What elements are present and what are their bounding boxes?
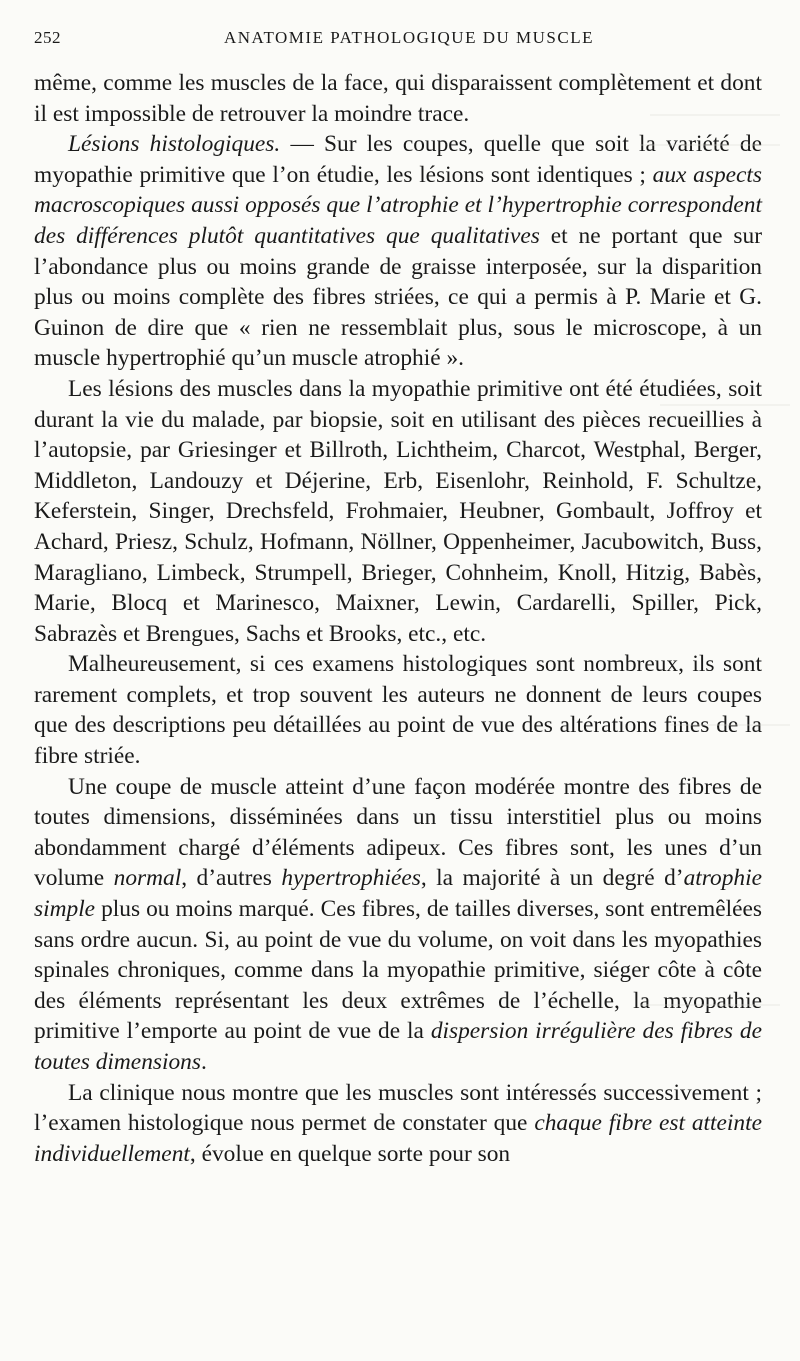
emphasis-text: aux aspects macroscopiques aussi opposés que l’atrophie et l’hypertrophie correspondent des différences plutôt quantitatives que qualitatives: [34, 161, 762, 249]
running-head-title: ANATOMIE PATHOLOGIQUE DU MUSCLE: [224, 28, 594, 47]
paragraph-text: plus ou moins marqué. Ces fibres, de tailles diverses, sont entremêlées sans ordre aucun. Si, au point de vue du volume, on voit dans les myopathies spinales chroniques, comme dans la myopathie primitive, siéger côte à côte des éléments représentant les deux extrêmes de l’échelle, la myopathie primitive l’emporte au point de vue de la: [34, 896, 762, 1045]
paragraph-continuation: [34, 68, 762, 129]
paragraph-text: Les lésions des muscles dans la myopathie primitive ont été étudiées, soit durant la vie du malade, par biopsie, soit en utilisant des pièces recueillies à l’autopsie, par Griesinger et Billroth, Lichtheim, Charcot, Westphal, Berger, Middleton, Landouzy et Déjerine, Erb, Eisenlohr, Reinhold, F. Schultze, Keferstein, Singer, Drechsfeld, Frohmaier, Heubner, Gombault, Joffroy et Achard, Priesz, Schulz, Hofmann, Nöllner, Oppenheimer, Jacubowitch, Buss, Maragliano, Limbeck, Strumpell, Brieger, Cohnheim, Knoll, Hitzig, Babès, Marie, Blocq et Marinesco, Maixner, Lewin, Cardarelli, Spiller, Pick, Sabrazès et Brengues, Sachs et Brooks, etc., etc.: [34, 375, 762, 647]
paragraph-text: , évolue en quelque sorte pour son: [189, 1140, 511, 1167]
body-text: [34, 68, 762, 1169]
paragraph-text: Malheureusement, si ces examens histologiques sont nombreux, ils sont rarement complets, et trop souvent les auteurs ne donnent de leurs coupes que des descriptions peu détaillées au point de vue des altérations fines de la fibre striée.: [34, 651, 762, 770]
emphasis-text: normal: [113, 865, 182, 892]
paragraph-authors: [34, 374, 762, 649]
paragraph-text: même, comme les muscles de la face, qui disparaissent complètement et dont il est impossible de retrouver la moindre trace.: [34, 70, 762, 127]
paragraph-text: , d’autres: [181, 865, 282, 892]
paragraph-text: .: [200, 1049, 207, 1075]
paragraph-text: — Sur les coupes, quelle que soit la variété de myopathie primitive que l’on étudie, les lésions sont identiques ;: [34, 131, 762, 188]
running-head: [34, 28, 762, 58]
paragraph-coupe: [34, 772, 762, 1078]
page-number: 252: [34, 28, 61, 47]
paragraph-clinique: [34, 1078, 762, 1170]
emphasis-text: chaque fibre est atteinte individuellement: [34, 1110, 762, 1167]
paragraph-text: et ne portant que sur l’abondance plus ou moins grande de graisse interposée, sur la disparition plus ou moins complète des fibres striées, ce qui a permis à P. Marie et G. Guinon de dire que « rien ne ressemblait plus, sous le microscope, à un muscle hypertrophié qu’un muscle atrophié ».: [34, 222, 762, 372]
paragraph-text: Une coupe de muscle atteint d’une façon modérée montre des fibres de toutes dimensions, disséminées dans un tissu interstitiel plus ou moins abondamment chargé d’éléments adipeux. Ces fibres sont, les unes d’un volume: [34, 773, 762, 892]
paragraph-examens: [34, 649, 762, 771]
section-heading: Lésions histologiques.: [68, 131, 281, 158]
emphasis-text: atrophie simple: [34, 865, 762, 923]
paragraph-lesions: [34, 129, 762, 374]
emphasis-text: hypertrophiées: [281, 865, 421, 892]
paragraph-text: , la majorité à un degré d’: [420, 865, 684, 892]
paragraph-text: La clinique nous montre que les muscles sont intéressés successivement ; l’examen histologique nous permet de constater que: [34, 1079, 762, 1137]
emphasis-text: dispersion irrégulière des fibres de toutes dimensions: [34, 1018, 762, 1075]
